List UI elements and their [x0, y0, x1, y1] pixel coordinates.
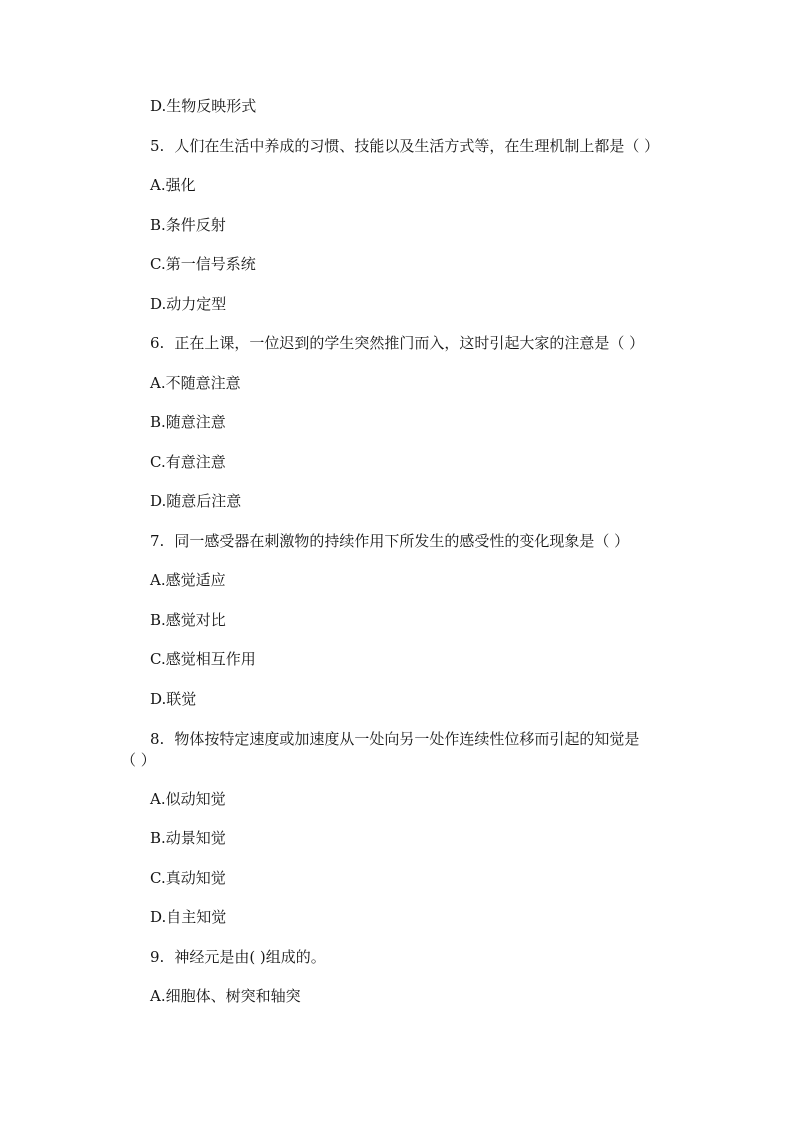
question-text: 人们在生活中养成的习惯、技能以及生活方式等，在生理机制上都是（ ）: [174, 137, 660, 155]
question-text: 神经元是由( )组成的。: [174, 948, 326, 966]
option-line: A.强化: [150, 176, 196, 194]
question-line: [150, 729, 639, 749]
question-text: 物体按特定速度或加速度从一处向另一处作连续性位移而引起的知觉是: [174, 730, 640, 748]
option-line: B.动景知觉: [150, 829, 226, 847]
question-line: [150, 333, 644, 353]
question-number: 5.: [150, 137, 165, 155]
option-line: A.感觉适应: [150, 571, 226, 589]
option-line: D.动力定型: [150, 295, 227, 313]
question-number: 6.: [150, 334, 165, 352]
option-line: B.条件反射: [150, 216, 226, 234]
option-line: A.不随意注意: [150, 374, 241, 392]
question-line: [150, 531, 629, 551]
option-line: A.细胞体、树突和轴突: [150, 987, 301, 1005]
option-line: C.第一信号系统: [150, 255, 256, 273]
question-continuation: （ ）: [121, 751, 156, 769]
option-line: C.真动知觉: [150, 869, 226, 887]
option-line: D.随意后注意: [150, 492, 242, 510]
option-line: B.随意注意: [150, 413, 226, 431]
question-text: 同一感受器在刺激物的持续作用下所发生的感受性的变化现象是（ ）: [174, 532, 630, 550]
option-line: B.感觉对比: [150, 611, 226, 629]
option-line: D.联觉: [150, 690, 197, 708]
question-line: [150, 947, 326, 967]
question-number: 7.: [150, 532, 165, 550]
option-line: D.自主知觉: [150, 908, 227, 926]
option-line: D.生物反映形式: [150, 97, 257, 115]
question-number: 9.: [150, 948, 165, 966]
option-line: C.感觉相互作用: [150, 650, 256, 668]
option-line: A.似动知觉: [150, 790, 226, 808]
question-line: [150, 136, 659, 156]
question-text: 正在上课，一位迟到的学生突然推门而入，这时引起大家的注意是（ ）: [174, 334, 645, 352]
option-line: C.有意注意: [150, 453, 226, 471]
question-number: 8.: [150, 730, 165, 748]
